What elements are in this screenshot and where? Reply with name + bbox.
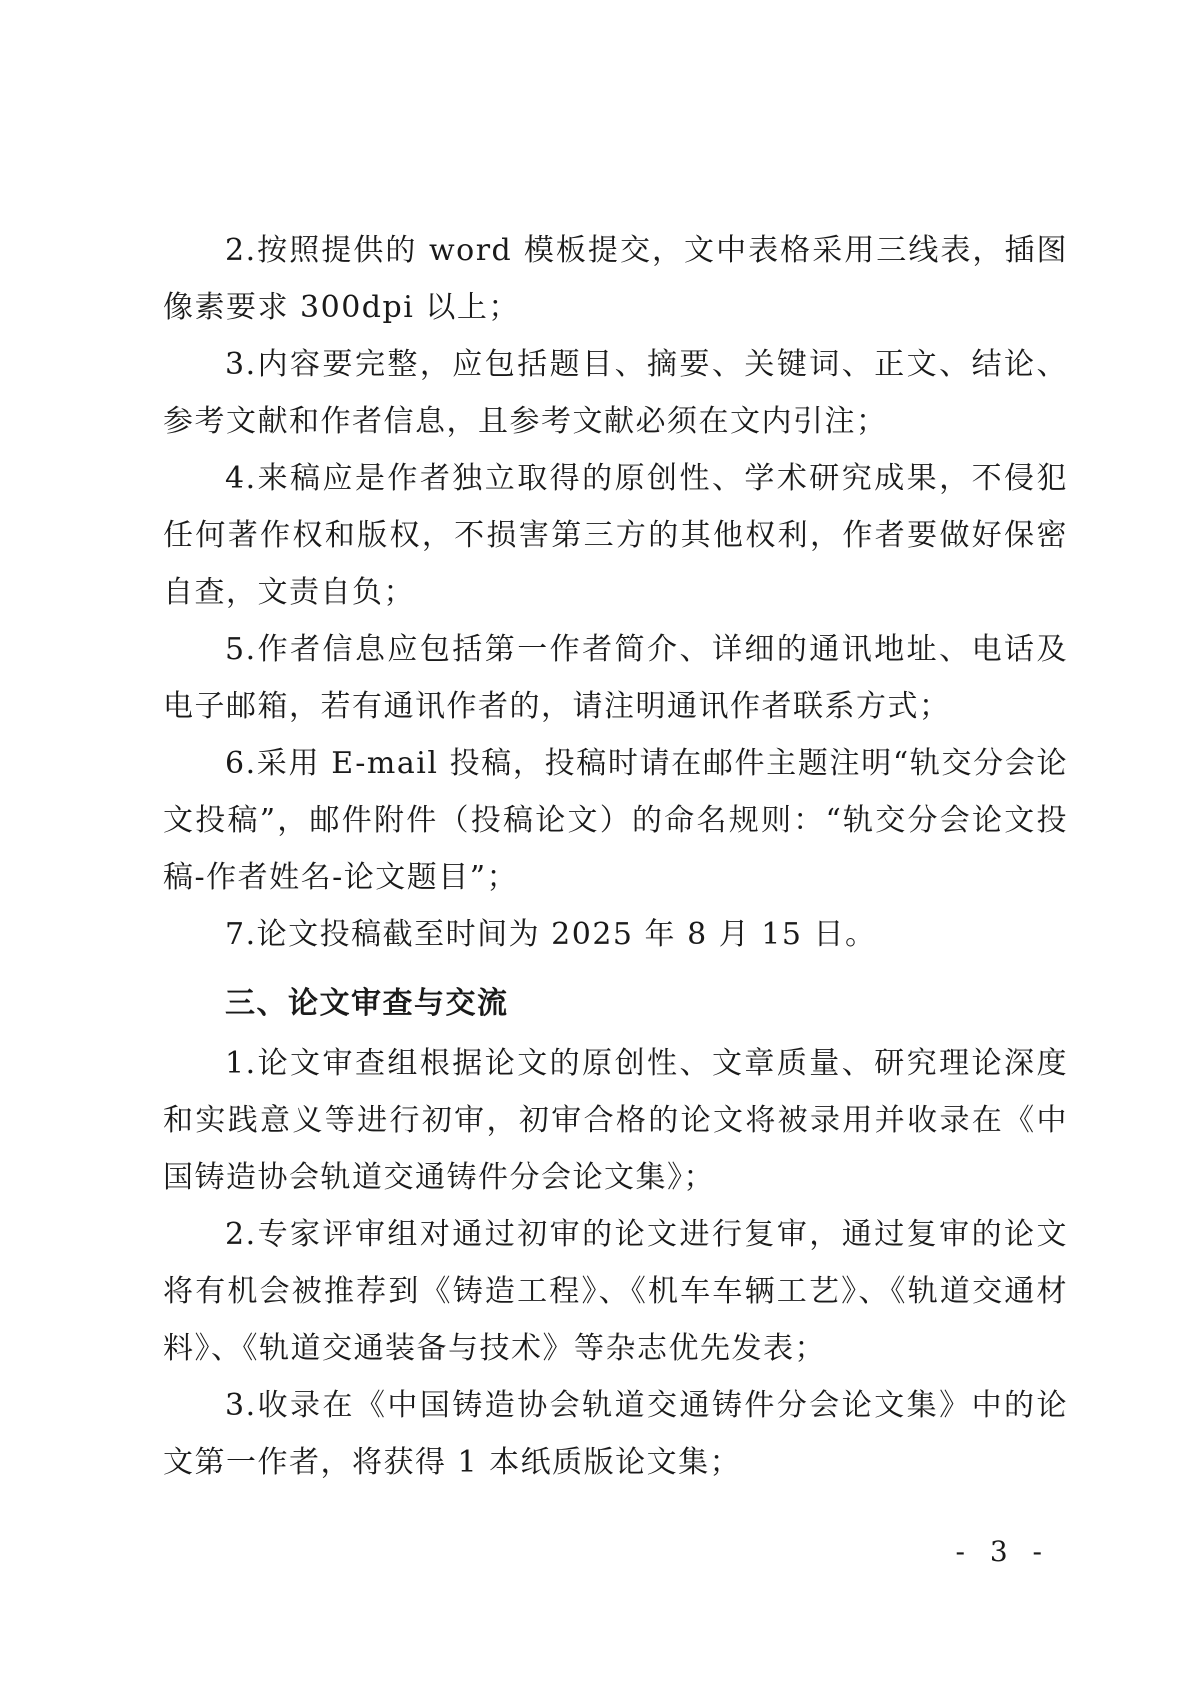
paragraph-deadline: 7.论文投稿截至时间为 2025 年 8 月 15 日。 (225, 917, 877, 952)
paragraph-email-submission: 6.采用 E-mail 投稿，投稿时请在邮件主题注明“轨交分会论文投稿”，邮件附件（投稿论文）的命名规则：“轨交分会论文投稿-作者姓名-论文题目”； (163, 746, 1068, 895)
paragraph-expert-review: 2.专家评审组对通过初审的论文进行复审，通过复审的论文将有机会被推荐到《铸造工程》、《机车车辆工艺》、《轨道交通材料》、《轨道交通装备与技术》等杂志优先发表； (163, 1217, 1068, 1366)
paragraph-author-info: 5.作者信息应包括第一作者简介、详细的通讯地址、电话及电子邮箱，若有通讯作者的，请注明通讯作者联系方式； (163, 632, 1068, 724)
paragraph-originality: 4.来稿应是作者独立取得的原创性、学术研究成果，不侵犯任何著作权和版权，不损害第三方的其他权利，作者要做好保密自查，文责自负； (163, 461, 1068, 610)
paragraph-content-completeness: 3.内容要完整，应包括题目、摘要、关键词、正文、结论、参考文献和作者信息，且参考文献必须在文内引注； (163, 347, 1068, 439)
section-heading: 三、论文审查与交流 (225, 986, 509, 1021)
document-body (163, 222, 1068, 1491)
paragraph-template-requirements: 2.按照提供的 word 模板提交，文中表格采用三线表，插图像素要求 300dpi 以上； (163, 233, 1068, 325)
paragraph-proceedings: 3.收录在《中国铸造协会轨道交通铸件分会论文集》中的论文第一作者，将获得 1 本纸质版论文集； (163, 1388, 1068, 1480)
paragraph-initial-review: 1.论文审查组根据论文的原创性、文章质量、研究理论深度和实践意义等进行初审，初审合格的论文将被录用并收录在《中国铸造协会轨道交通铸件分会论文集》； (163, 1046, 1068, 1195)
page-number: - 3 - (955, 1535, 1050, 1568)
